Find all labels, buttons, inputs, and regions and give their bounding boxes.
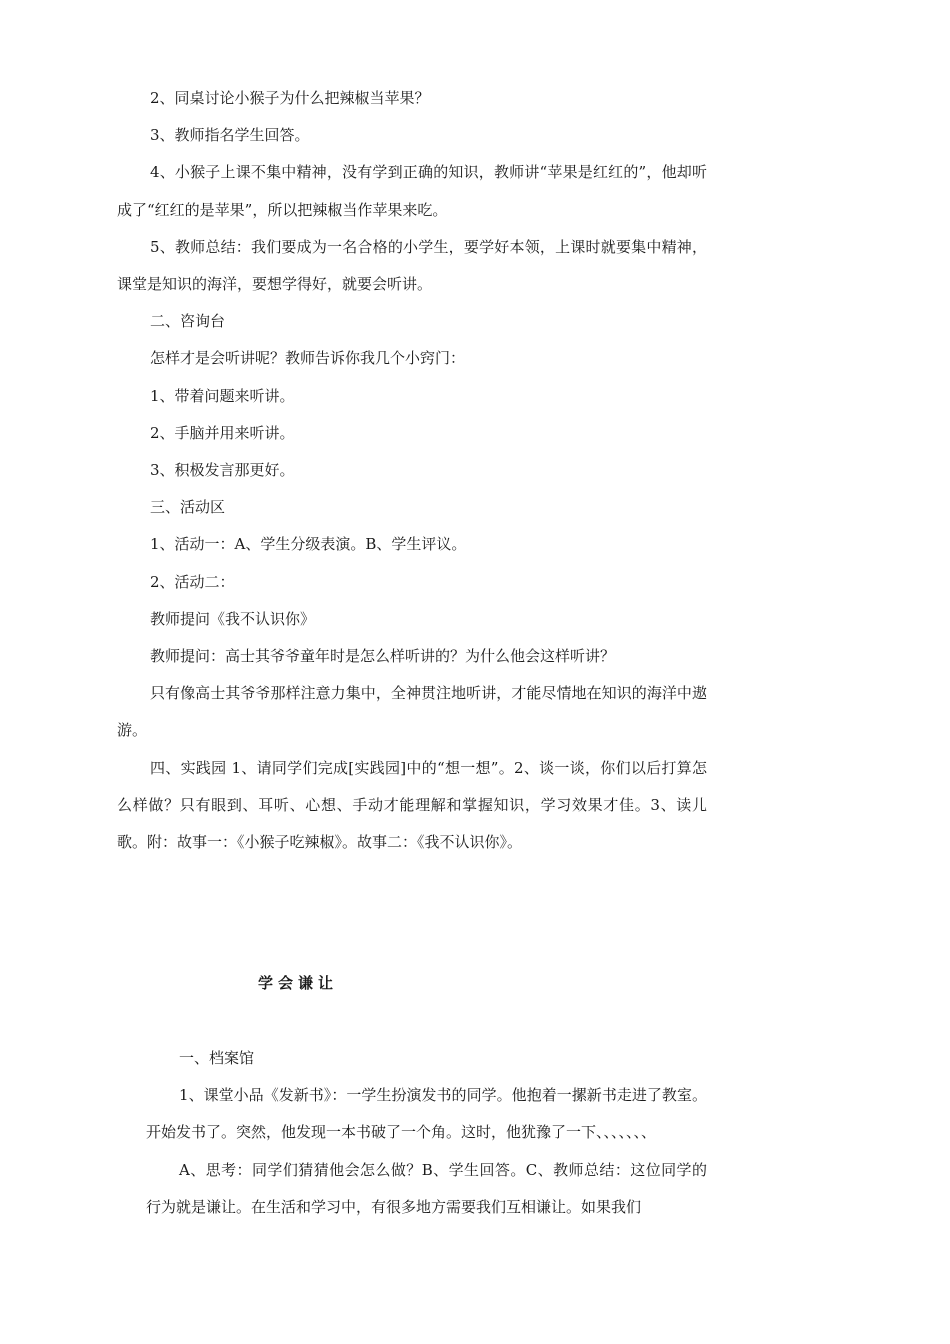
paragraph: 2、同桌讨论小猴子为什么把辣椒当苹果？ — [150, 89, 430, 107]
paragraph: 怎样才是会听讲呢？教师告诉你我几个小窍门： — [150, 349, 466, 368]
section-heading: 一、档案馆 — [179, 1049, 255, 1067]
paragraph: 只有像高士其爷爷那样注意力集中，全神贯注地听讲，才能尽情地在知识的海洋中遨游。 — [117, 684, 707, 740]
paragraph: 四、实践园 1、请同学们完成[实践园]中的“想一想”。2、谈一谈，你们以后打算怎么样做？只有眼到、耳听、心想、手动才能理解和掌握知识，学习效果才佳。3、读儿歌。附：故事一：《小猴子吃辣椒》。故事二：《我不认识你》。 — [117, 758, 707, 852]
lesson-body-section — [117, 80, 707, 861]
section-heading: 二、咨询台 — [150, 312, 226, 331]
list-item: 1、带着问题来听讲。 — [150, 386, 295, 405]
paragraph: 2、活动二： — [150, 572, 235, 591]
paragraph: 教师提问：高士其爷爷童年时是怎么样听讲的？为什么他会这样听讲？ — [150, 647, 616, 666]
list-item: 2、手脑并用来听讲。 — [150, 423, 295, 442]
section-heading: 三、活动区 — [150, 498, 226, 517]
lesson-title: 学会谦让 — [258, 974, 339, 992]
paragraph: 4、小猴子上课不集中精神，没有学到正确的知识，教师讲“苹果是红红的”，他却听成了“红红的是苹果”，所以把辣椒当作苹果来吃。 — [117, 163, 707, 219]
paragraph: A、思考：同学们猜猜他会怎么做？B、学生回答。C、教师总结：这位同学的行为就是谦让。在生活和学习中，有很多地方需要我们互相谦让。如果我们 — [146, 1160, 707, 1216]
paragraph: 3、教师指名学生回答。 — [150, 126, 310, 145]
paragraph: 1、课堂小品《发新书》：一学生扮演发书的同学。他抱着一摞新书走进了教室。开始发书了。突然，他发现一本书破了一个角。这时，他犹豫了一下、、、、、、、 — [146, 1086, 707, 1142]
list-item: 3、积极发言那更好。 — [150, 461, 295, 480]
paragraph: 1、活动一：A、学生分级表演。B、学生评议。 — [150, 535, 467, 554]
paragraph: 5、教师总结：我们要成为一名合格的小学生，要学好本领，上课时就要集中精神，课堂是知识的海洋，要想学得好，就要会听讲。 — [117, 237, 707, 294]
lesson-section — [146, 1040, 707, 1226]
paragraph: 教师提问《我不认识你》 — [150, 609, 316, 628]
